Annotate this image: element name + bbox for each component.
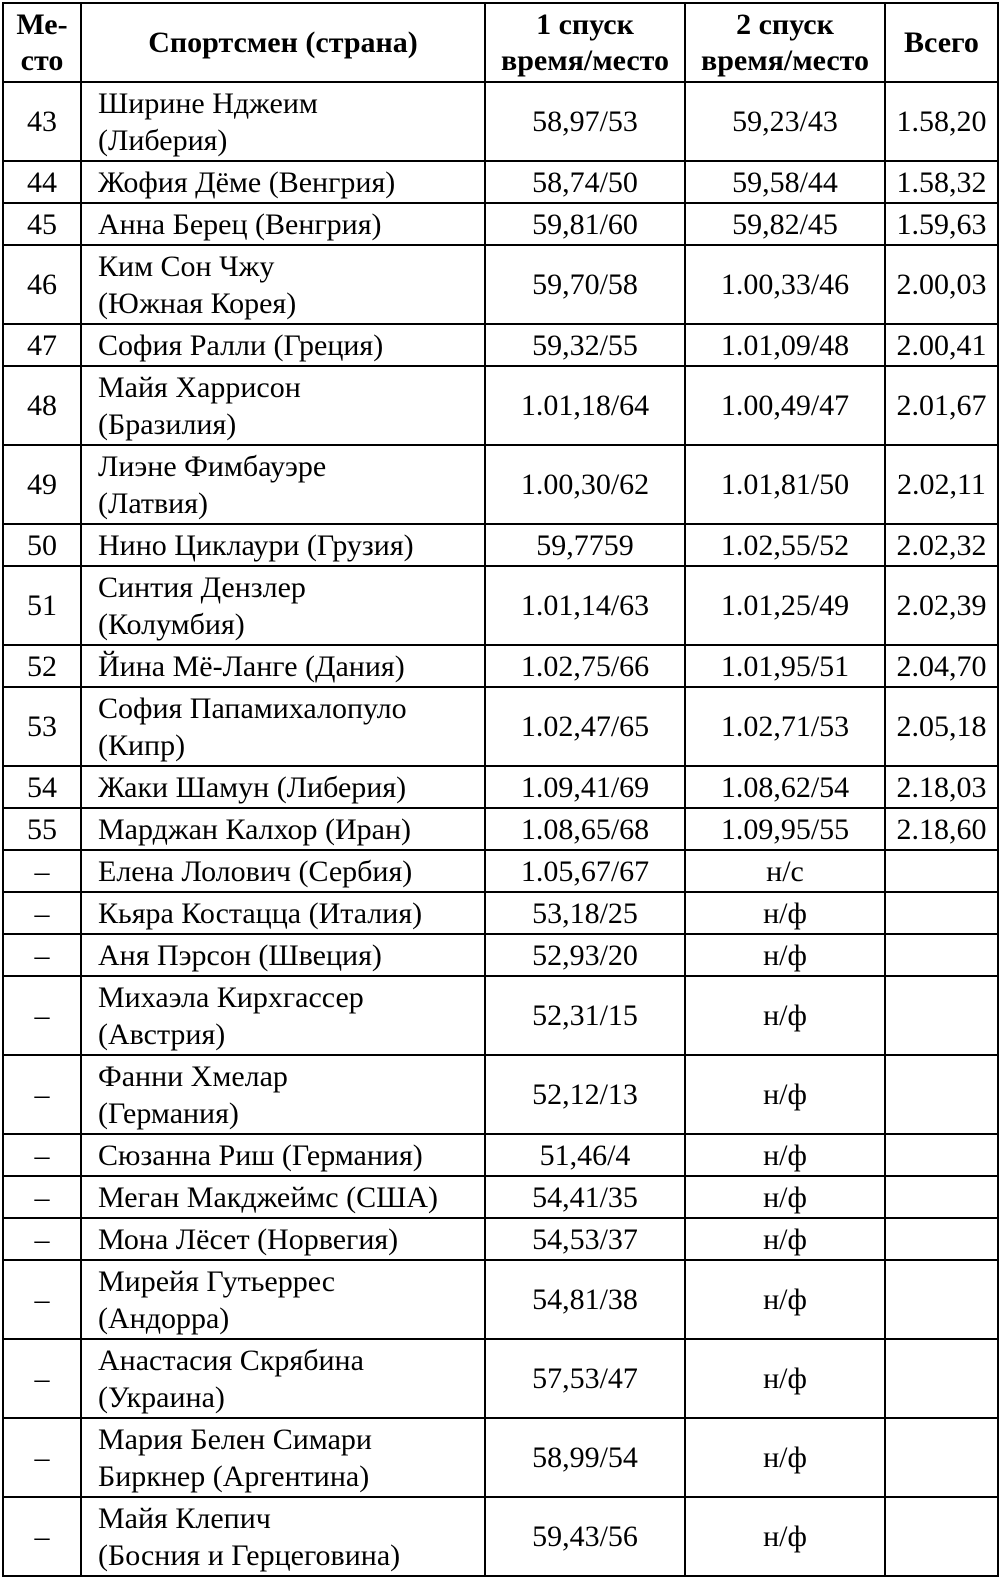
run2-cell: 1.01,95/51	[685, 645, 885, 687]
table-row	[3, 524, 998, 566]
athlete-cell	[81, 566, 485, 645]
place-cell: –	[3, 1339, 81, 1418]
place-cell: –	[3, 1497, 81, 1576]
run1-cell: 52,31/15	[485, 976, 685, 1055]
athlete-name-line: Анастасия Скрябина	[98, 1343, 364, 1377]
table-row	[3, 82, 998, 161]
athlete-name-line: (Босния и Герцеговина)	[98, 1538, 401, 1572]
run1-cell: 1.00,30/62	[485, 445, 685, 524]
table-row	[3, 203, 998, 245]
athlete-name-line: Жаки Шамун (Либерия)	[98, 770, 407, 804]
place-cell: 44	[3, 161, 81, 203]
athlete-name-line: Марджан Калхор (Иран)	[98, 812, 411, 846]
total-cell: 2.02,39	[885, 566, 998, 645]
run2-cell: н/ф	[685, 1218, 885, 1260]
total-cell: 2.00,41	[885, 324, 998, 366]
place-cell: 43	[3, 82, 81, 161]
run1-cell: 52,12/13	[485, 1055, 685, 1134]
table-row	[3, 1176, 998, 1218]
total-cell	[885, 850, 998, 892]
table-row	[3, 1418, 998, 1497]
run1-cell: 52,93/20	[485, 934, 685, 976]
table-row	[3, 850, 998, 892]
place-cell: 45	[3, 203, 81, 245]
header-run1: 1 спуск время/место	[485, 3, 685, 82]
place-cell: 51	[3, 566, 81, 645]
run2-cell: 1.00,33/46	[685, 245, 885, 324]
place-cell: –	[3, 1176, 81, 1218]
run2-cell: н/ф	[685, 1260, 885, 1339]
total-cell: 2.02,32	[885, 524, 998, 566]
run1-cell: 54,53/37	[485, 1218, 685, 1260]
total-cell	[885, 892, 998, 934]
run1-cell: 1.01,14/63	[485, 566, 685, 645]
athlete-name-line: Майя Клепич	[98, 1501, 271, 1535]
total-cell: 2.18,03	[885, 766, 998, 808]
athlete-name-line: Фанни Хмелар	[98, 1059, 288, 1093]
athlete-cell	[81, 161, 485, 203]
athlete-name-line: Сюзанна Риш (Германия)	[98, 1138, 423, 1172]
athlete-cell	[81, 203, 485, 245]
run1-cell: 59,7759	[485, 524, 685, 566]
athlete-name-line: Нино Циклаури (Грузия)	[98, 528, 414, 562]
table-row	[3, 808, 998, 850]
athlete-cell	[81, 245, 485, 324]
place-cell: –	[3, 892, 81, 934]
table-row	[3, 324, 998, 366]
place-cell: –	[3, 1134, 81, 1176]
athlete-name-line: Анна Берец (Венгрия)	[98, 207, 382, 241]
total-cell: 1.59,63	[885, 203, 998, 245]
run1-cell: 58,97/53	[485, 82, 685, 161]
run2-cell: н/с	[685, 850, 885, 892]
run1-cell: 1.02,75/66	[485, 645, 685, 687]
total-cell	[885, 1497, 998, 1576]
run2-cell: 59,23/43	[685, 82, 885, 161]
athlete-cell	[81, 1176, 485, 1218]
run1-cell: 59,43/56	[485, 1497, 685, 1576]
place-cell: 53	[3, 687, 81, 766]
table-row	[3, 366, 998, 445]
athlete-name-line: (Южная Корея)	[98, 286, 297, 320]
table-row	[3, 766, 998, 808]
athlete-cell	[81, 808, 485, 850]
place-cell: –	[3, 1260, 81, 1339]
athlete-name-line: Синтия Дензлер	[98, 570, 306, 604]
run2-cell: 1.02,71/53	[685, 687, 885, 766]
athlete-name-line: Лиэне Фимбауэре	[98, 449, 327, 483]
table-row	[3, 1055, 998, 1134]
run1-cell: 59,70/58	[485, 245, 685, 324]
header-row	[3, 3, 998, 82]
athlete-name-line: Елена Лолович (Сербия)	[98, 854, 413, 888]
place-cell: 54	[3, 766, 81, 808]
total-cell	[885, 1260, 998, 1339]
athlete-name-line: (Украина)	[98, 1380, 225, 1414]
athlete-name-line: Ширине Нджеим	[98, 86, 318, 120]
run2-cell: 1.00,49/47	[685, 366, 885, 445]
athlete-name-line: (Кипр)	[98, 728, 186, 762]
run2-cell: н/ф	[685, 892, 885, 934]
run1-cell: 51,46/4	[485, 1134, 685, 1176]
header-athlete: Спортсмен (страна)	[81, 3, 485, 82]
athlete-name-line: Мария Белен Симари	[98, 1422, 372, 1456]
total-cell	[885, 1339, 998, 1418]
athlete-cell	[81, 445, 485, 524]
athlete-name-line: Михаэла Кирхгассер	[98, 980, 364, 1014]
run2-cell: н/ф	[685, 1134, 885, 1176]
athlete-cell	[81, 687, 485, 766]
total-cell: 2.02,11	[885, 445, 998, 524]
place-cell: 47	[3, 324, 81, 366]
athlete-cell	[81, 766, 485, 808]
run1-cell: 57,53/47	[485, 1339, 685, 1418]
athlete-cell	[81, 892, 485, 934]
run1-cell: 54,81/38	[485, 1260, 685, 1339]
total-cell	[885, 1055, 998, 1134]
athlete-name-line: Биркнер (Аргентина)	[98, 1459, 370, 1493]
run1-cell: 59,81/60	[485, 203, 685, 245]
total-cell	[885, 1218, 998, 1260]
athlete-cell	[81, 1339, 485, 1418]
results-table	[2, 2, 999, 1577]
run2-cell: 1.08,62/54	[685, 766, 885, 808]
table-row	[3, 161, 998, 203]
run1-cell: 58,74/50	[485, 161, 685, 203]
total-cell	[885, 934, 998, 976]
athlete-name-line: (Германия)	[98, 1096, 239, 1130]
athlete-cell	[81, 976, 485, 1055]
table-row	[3, 1339, 998, 1418]
athlete-name-line: Мирейя Гутьеррес	[98, 1264, 336, 1298]
run1-cell: 58,99/54	[485, 1418, 685, 1497]
run2-cell: н/ф	[685, 934, 885, 976]
header-total: Всего	[885, 3, 998, 82]
run2-cell: 1.02,55/52	[685, 524, 885, 566]
place-cell: 55	[3, 808, 81, 850]
table-row	[3, 1134, 998, 1176]
table-row	[3, 566, 998, 645]
run2-cell: н/ф	[685, 1339, 885, 1418]
header-place: Ме- сто	[3, 3, 81, 82]
run2-cell: 1.01,25/49	[685, 566, 885, 645]
table-row	[3, 1497, 998, 1576]
table-row	[3, 687, 998, 766]
total-cell	[885, 1176, 998, 1218]
athlete-name-line: (Австрия)	[98, 1017, 226, 1051]
athlete-name-line: Майя Харрисон	[98, 370, 301, 404]
place-cell: –	[3, 1218, 81, 1260]
table-row	[3, 934, 998, 976]
run2-cell: 1.09,95/55	[685, 808, 885, 850]
run2-cell: 59,82/45	[685, 203, 885, 245]
table-row	[3, 976, 998, 1055]
run2-cell: 1.01,09/48	[685, 324, 885, 366]
run2-cell: 1.01,81/50	[685, 445, 885, 524]
run2-cell: 59,58/44	[685, 161, 885, 203]
athlete-name-line: (Либерия)	[98, 123, 228, 157]
place-cell: 52	[3, 645, 81, 687]
athlete-cell	[81, 1418, 485, 1497]
athlete-cell	[81, 645, 485, 687]
place-cell: –	[3, 976, 81, 1055]
run2-cell: н/ф	[685, 1497, 885, 1576]
athlete-name-line: (Андорра)	[98, 1301, 230, 1335]
place-cell: –	[3, 934, 81, 976]
total-cell: 2.00,03	[885, 245, 998, 324]
run1-cell: 1.09,41/69	[485, 766, 685, 808]
table-row	[3, 645, 998, 687]
athlete-cell	[81, 1055, 485, 1134]
run1-cell: 1.02,47/65	[485, 687, 685, 766]
run1-cell: 1.05,67/67	[485, 850, 685, 892]
run1-cell: 54,41/35	[485, 1176, 685, 1218]
place-cell: –	[3, 1055, 81, 1134]
athlete-name-line: Жофия Дёме (Венгрия)	[98, 165, 396, 199]
athlete-cell	[81, 1134, 485, 1176]
header-run2: 2 спуск время/место	[685, 3, 885, 82]
run1-cell: 59,32/55	[485, 324, 685, 366]
athlete-name-line: Аня Пэрсон (Швеция)	[98, 938, 382, 972]
run2-cell: н/ф	[685, 976, 885, 1055]
athlete-name-line: (Бразилия)	[98, 407, 237, 441]
athlete-name-line: Меган Макджеймс (США)	[98, 1180, 439, 1214]
place-cell: –	[3, 1418, 81, 1497]
run1-cell: 1.08,65/68	[485, 808, 685, 850]
athlete-cell	[81, 1218, 485, 1260]
place-cell: –	[3, 850, 81, 892]
athlete-cell	[81, 1260, 485, 1339]
athlete-cell	[81, 366, 485, 445]
athlete-cell	[81, 524, 485, 566]
total-cell	[885, 1134, 998, 1176]
athlete-name-line: Мона Лёсет (Норвегия)	[98, 1222, 399, 1256]
table-row	[3, 445, 998, 524]
total-cell: 2.01,67	[885, 366, 998, 445]
table-row	[3, 245, 998, 324]
run2-cell: н/ф	[685, 1055, 885, 1134]
table-row	[3, 1260, 998, 1339]
total-cell: 1.58,32	[885, 161, 998, 203]
athlete-name-line: (Колумбия)	[98, 607, 245, 641]
athlete-name-line: София Ралли (Греция)	[98, 328, 384, 362]
run1-cell: 1.01,18/64	[485, 366, 685, 445]
place-cell: 46	[3, 245, 81, 324]
run1-cell: 53,18/25	[485, 892, 685, 934]
total-cell: 1.58,20	[885, 82, 998, 161]
total-cell: 2.04,70	[885, 645, 998, 687]
total-cell	[885, 976, 998, 1055]
place-cell: 48	[3, 366, 81, 445]
athlete-cell	[81, 324, 485, 366]
total-cell: 2.18,60	[885, 808, 998, 850]
table-row	[3, 892, 998, 934]
place-cell: 50	[3, 524, 81, 566]
athlete-name-line: (Латвия)	[98, 486, 208, 520]
athlete-name-line: Ким Сон Чжу	[98, 249, 275, 283]
athlete-name-line: Кьяра Костацца (Италия)	[98, 896, 423, 930]
total-cell	[885, 1418, 998, 1497]
athlete-cell	[81, 1497, 485, 1576]
run2-cell: н/ф	[685, 1418, 885, 1497]
athlete-cell	[81, 850, 485, 892]
total-cell: 2.05,18	[885, 687, 998, 766]
athlete-cell	[81, 82, 485, 161]
athlete-name-line: София Папамихалопуло	[98, 691, 407, 725]
run2-cell: н/ф	[685, 1176, 885, 1218]
athlete-name-line: Йина Мё-Ланге (Дания)	[98, 649, 405, 683]
table-row	[3, 1218, 998, 1260]
athlete-cell	[81, 934, 485, 976]
results-body	[3, 82, 998, 1576]
place-cell: 49	[3, 445, 81, 524]
